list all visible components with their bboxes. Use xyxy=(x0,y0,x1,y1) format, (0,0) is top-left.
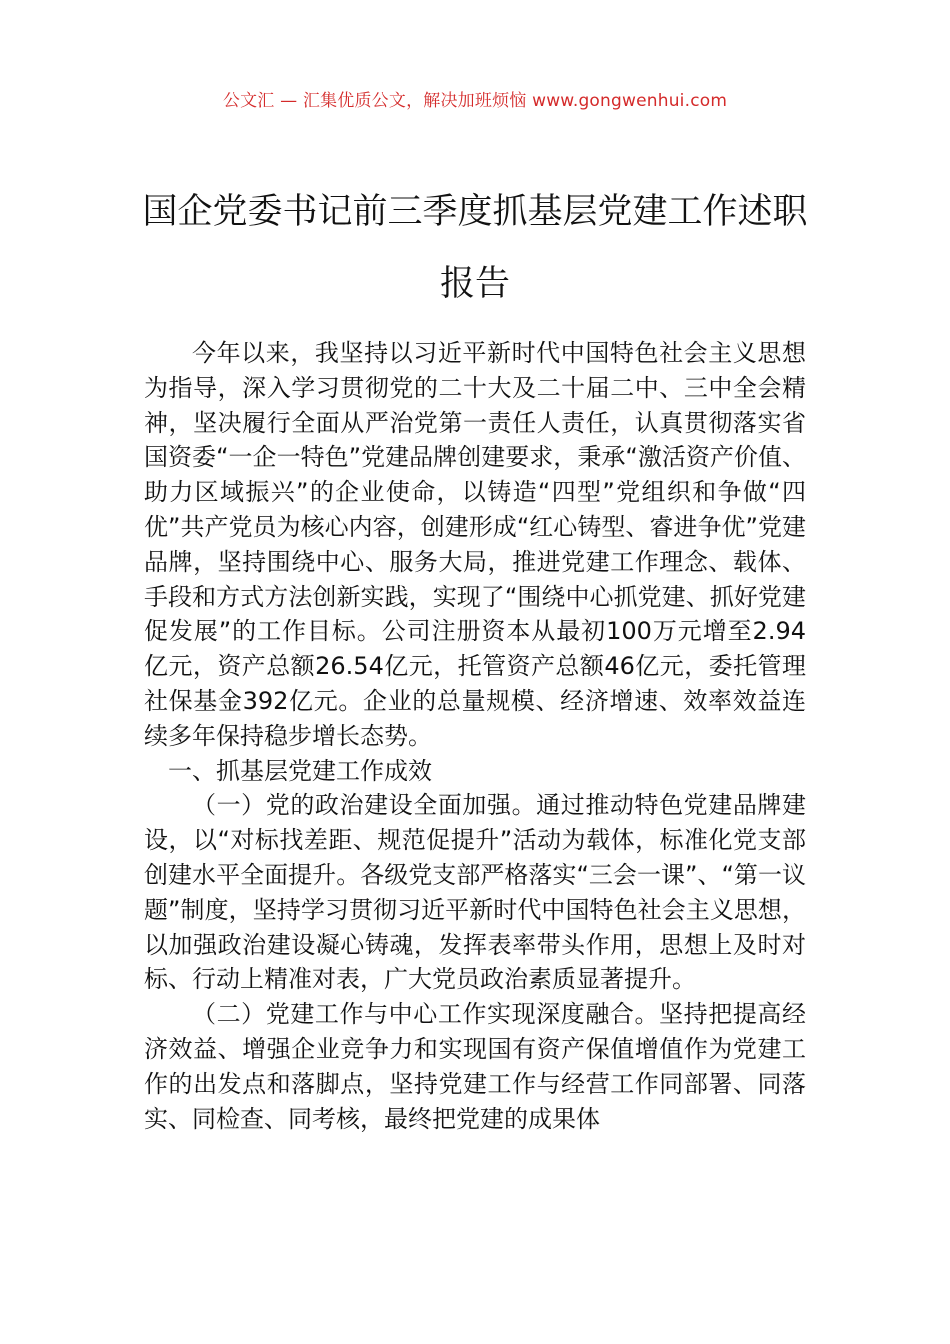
section-heading-1: 一、抓基层党建工作成效 xyxy=(168,756,432,785)
document-body xyxy=(144,336,806,1136)
paragraph-integration: （二）党建工作与中心工作实现深度融合。坚持把提高经济效益、增强企业竞争力和实现国有资产保值增值作为党建工作的出发点和落脚点，坚持党建工作与经营工作同部署、同落实、同检查、同考核，最终把党建的成果体 xyxy=(144,1000,806,1133)
paragraph-intro: 今年以来，我坚持以习近平新时代中国特色社会主义思想为指导，深入学习贯彻党的二十大及二十届二中、三中全会精神，坚决履行全面从严治党第一责任人责任，认真贯彻落实省国资委“一企一特色”党建品牌创建要求，秉承“激活资产价值、助力区域振兴”的企业使命，以铸造“四型”党组织和争做“四优”共产党员为核心内容，创建形成“红心铸型、睿进争优”党建品牌，坚持围绕中心、服务大局，推进党建工作理念、载体、手段和方式方法创新实践，实现了“围绕中心抓党建、抓好党建促发展”的工作目标。公司注册资本从最初100万元增至2.94亿元，资产总额26.54亿元，托管资产总额46亿元，委托管理社保基金392亿元。企业的总量规模、经济增速、效率效益连续多年保持稳步增长态势。 xyxy=(144,339,806,750)
document-title: 国企党委书记前三季度抓基层党建工作述职报告 xyxy=(142,192,808,304)
watermark-header[interactable]: 公文汇 — 汇集优质公文，解决加班烦恼 www.gongwenhui.com xyxy=(222,91,728,111)
paragraph-political-building: （一）党的政治建设全面加强。通过推动特色党建品牌建设，以“对标找差距、规范促提升”活动为载体，标准化党支部创建水平全面提升。各级党支部严格落实“三会一课”、“第一议题”制度，坚持学习贯彻习近平新时代中国特色社会主义思想，以加强政治建设凝心铸魂，发挥表率带头作用，思想上及时对标、行动上精准对表，广大党员政治素质显著提升。 xyxy=(144,791,806,994)
